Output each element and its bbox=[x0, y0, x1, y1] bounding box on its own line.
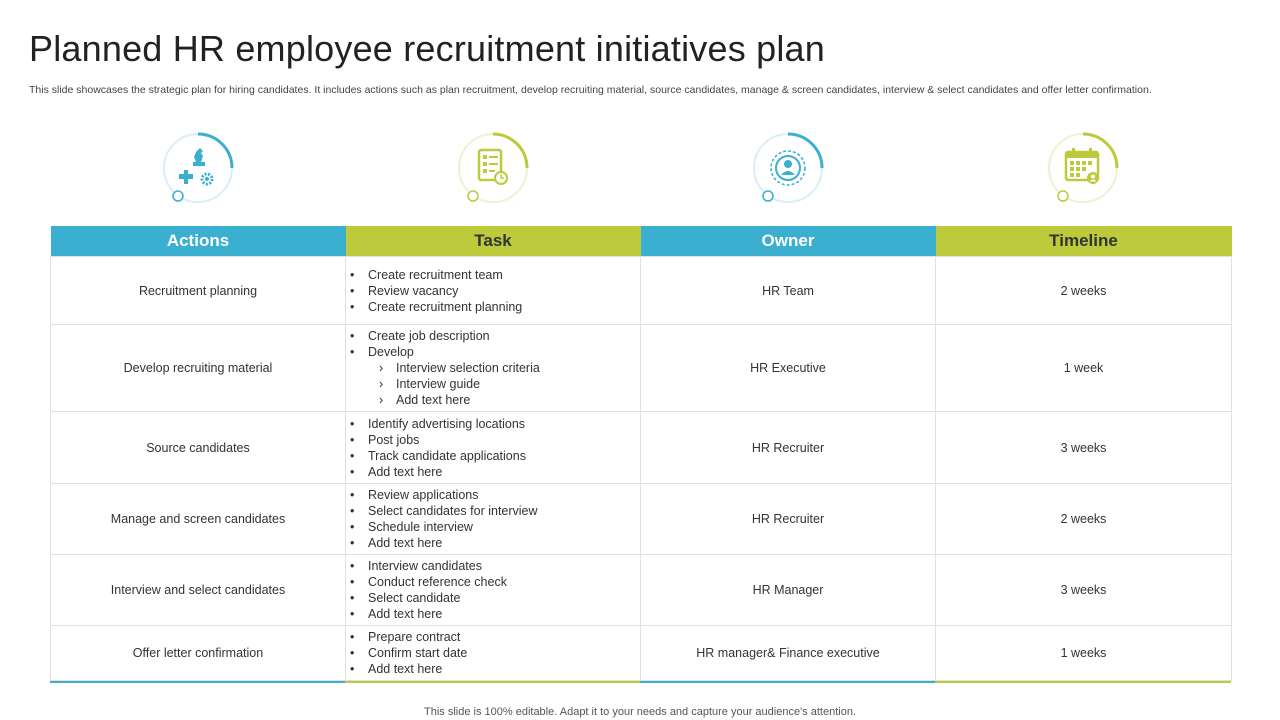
timeline-cell: 3 weeks bbox=[936, 555, 1232, 626]
action-cell: Source candidates bbox=[51, 412, 346, 484]
bottom-accent-line bbox=[935, 681, 1231, 683]
owner-cell: HR Recruiter bbox=[641, 412, 936, 484]
person-target-icon bbox=[750, 130, 826, 206]
timeline-cell: 1 week bbox=[936, 325, 1232, 412]
table-row bbox=[51, 484, 1232, 555]
header-task: Task bbox=[346, 226, 641, 257]
header-actions: Actions bbox=[51, 226, 346, 257]
task-item: • Interview candidates bbox=[346, 558, 640, 574]
task-item: • Create recruitment team bbox=[346, 267, 640, 283]
task-item: • Create recruitment planning bbox=[346, 299, 640, 315]
task-cell bbox=[346, 325, 641, 412]
table-row bbox=[51, 257, 1232, 325]
header-timeline: Timeline bbox=[936, 226, 1232, 257]
task-cell bbox=[346, 412, 641, 484]
header-owner: Owner bbox=[641, 226, 936, 257]
task-item: • Add text here bbox=[346, 661, 640, 677]
subtask-item: › Interview selection criteria bbox=[346, 360, 640, 376]
task-item: • Select candidates for interview bbox=[346, 503, 640, 519]
task-item: • Add text here bbox=[346, 535, 640, 551]
action-cell: Recruitment planning bbox=[51, 257, 346, 325]
bottom-accent-line bbox=[50, 681, 345, 683]
task-item: • Identify advertising locations bbox=[346, 416, 640, 432]
page-subtitle: This slide showcases the strategic plan for hiring candidates. It includes actions such as plan recruitment, develop recruiting material, source candidates, manage & screen candidates, interview & select candidates and offer letter confirmation. bbox=[29, 84, 1152, 96]
task-item: • Create job description bbox=[346, 328, 640, 344]
task-cell bbox=[346, 626, 641, 681]
timeline-cell: 3 weeks bbox=[936, 412, 1232, 484]
task-item: • Add text here bbox=[346, 464, 640, 480]
action-cell: Offer letter confirmation bbox=[51, 626, 346, 681]
subtask-item: › Add text here bbox=[346, 392, 640, 408]
bottom-accent-line bbox=[640, 681, 935, 683]
table-row bbox=[51, 555, 1232, 626]
action-cell: Manage and screen candidates bbox=[51, 484, 346, 555]
timeline-cell: 1 weeks bbox=[936, 626, 1232, 681]
strategy-icon bbox=[160, 130, 236, 206]
task-item: • Prepare contract bbox=[346, 629, 640, 645]
calendar-icon bbox=[1045, 130, 1121, 206]
owner-cell: HR manager& Finance executive bbox=[641, 626, 936, 681]
subtask-item: › Interview guide bbox=[346, 376, 640, 392]
task-item: • Post jobs bbox=[346, 432, 640, 448]
owner-cell: HR Manager bbox=[641, 555, 936, 626]
plan-table bbox=[50, 226, 1232, 681]
task-item: • Confirm start date bbox=[346, 645, 640, 661]
task-item: • Select candidate bbox=[346, 590, 640, 606]
task-cell bbox=[346, 555, 641, 626]
owner-cell: HR Executive bbox=[641, 325, 936, 412]
task-cell bbox=[346, 257, 641, 325]
bottom-accent-line bbox=[345, 681, 640, 683]
timeline-cell: 2 weeks bbox=[936, 484, 1232, 555]
checklist-icon bbox=[455, 130, 531, 206]
page-title: Planned HR employee recruitment initiatives plan bbox=[29, 28, 825, 69]
task-cell bbox=[346, 484, 641, 555]
action-cell: Develop recruiting material bbox=[51, 325, 346, 412]
table-row bbox=[51, 412, 1232, 484]
task-item: • Schedule interview bbox=[346, 519, 640, 535]
owner-cell: HR Team bbox=[641, 257, 936, 325]
task-item: • Track candidate applications bbox=[346, 448, 640, 464]
task-item: • Add text here bbox=[346, 606, 640, 622]
task-item: • Review applications bbox=[346, 487, 640, 503]
table-row bbox=[51, 626, 1232, 681]
task-item: • Review vacancy bbox=[346, 283, 640, 299]
owner-cell: HR Recruiter bbox=[641, 484, 936, 555]
footer-note: This slide is 100% editable. Adapt it to your needs and capture your audience's attention. bbox=[424, 706, 856, 718]
action-cell: Interview and select candidates bbox=[51, 555, 346, 626]
timeline-cell: 2 weeks bbox=[936, 257, 1232, 325]
table-row bbox=[51, 325, 1232, 412]
task-item: • Conduct reference check bbox=[346, 574, 640, 590]
task-item: • Develop bbox=[346, 344, 640, 360]
